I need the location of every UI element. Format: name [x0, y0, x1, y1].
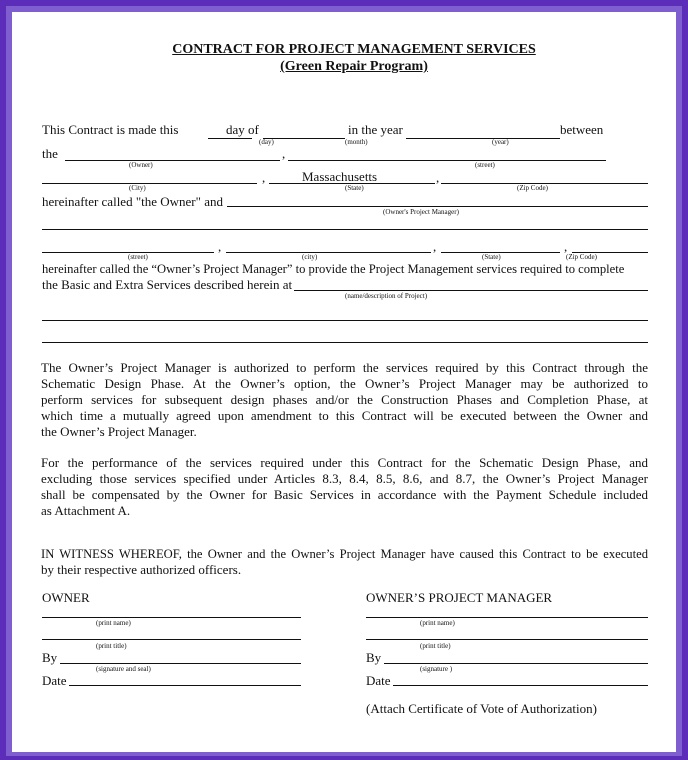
city-caption: (City)	[129, 184, 146, 192]
project-blank[interactable]	[294, 290, 648, 291]
pm-print-name-line[interactable]	[366, 617, 648, 618]
pm-signature-line[interactable]	[384, 663, 648, 664]
pm-caption: (Owner's Project Manager)	[383, 208, 459, 216]
paragraph-line: For the performance of the services required under this Contract for the Schematic Design Phase, and	[41, 455, 648, 470]
pm-street-caption: (street)	[128, 253, 148, 261]
pm-heading: OWNER’S PROJECT MANAGER	[366, 590, 553, 605]
comma: ,	[433, 239, 437, 254]
between-label: between	[560, 122, 604, 137]
witness-paragraph	[41, 546, 648, 578]
project-caption: (name/description of Project)	[345, 292, 428, 300]
owner-heading: OWNER	[42, 590, 90, 605]
paragraph-line: The Owner’s Project Manager is authorized to perform the services required by this Contract through the	[41, 360, 648, 375]
in-year-label: in the year	[348, 122, 403, 137]
owner-print-name-line[interactable]	[42, 617, 301, 618]
owner-caption: (Owner)	[129, 161, 153, 169]
pm-zip-caption: (Zip Code)	[566, 253, 597, 261]
owner-signature-line[interactable]	[60, 663, 301, 664]
month-caption: (month)	[345, 138, 368, 146]
project-blank-3[interactable]	[42, 342, 648, 343]
pm-name-blank[interactable]	[227, 206, 648, 207]
pm-print-name-caption: (print name)	[420, 619, 455, 627]
year-caption: (year)	[492, 138, 509, 146]
owner-date-label: Date	[42, 673, 67, 688]
paragraph-line: which time a mutually agreed upon amendment to this Contract will be executed between the Owner and	[41, 408, 648, 423]
pm-by-label: By	[366, 650, 382, 665]
day-caption: (day)	[259, 138, 274, 146]
compensation-paragraph	[41, 455, 648, 519]
zip-caption: (Zip Code)	[517, 184, 548, 192]
owner-blank[interactable]	[65, 160, 280, 161]
document-subtitle: (Green Repair Program)	[280, 59, 428, 74]
pm-date-label: Date	[366, 673, 391, 688]
paragraph-line: as Attachment A.	[41, 503, 131, 518]
owner-by-label: By	[42, 650, 58, 665]
pm-state-caption: (State)	[482, 253, 501, 261]
owner-date-line[interactable]	[69, 685, 301, 686]
owner-signature-caption: (signature and seal)	[96, 665, 151, 673]
paragraph-line: by their respective authorized officers.	[41, 562, 242, 577]
owner-print-title-caption: (print title)	[96, 642, 127, 650]
pm-date-line[interactable]	[393, 685, 648, 686]
owner-street-blank[interactable]	[288, 160, 606, 161]
project-blank-2[interactable]	[42, 320, 648, 321]
owner-print-title-line[interactable]	[42, 639, 301, 640]
pm-print-title-line[interactable]	[366, 639, 648, 640]
authorization-paragraph	[41, 360, 648, 440]
day-of-label: day of	[226, 122, 259, 137]
pm-city-caption: (city)	[302, 253, 318, 261]
pm-name-blank-2[interactable]	[42, 229, 648, 230]
document-page	[12, 12, 676, 752]
paragraph-line: shall be compensated by the Owner for Basic Services in accordance with the Payment Schedule included	[41, 487, 648, 502]
pm-signature-caption: (signature )	[420, 665, 453, 673]
paragraph-line: perform services for subsequent design phases and/or the Construction Phases and Completion Phase, at	[41, 392, 648, 407]
owner-print-name-caption: (print name)	[96, 619, 131, 627]
paragraph-line: Schematic Design Phase. At the Owner’s option, the Owner’s Project Manager may be authorized to	[41, 376, 648, 391]
comma: ,	[262, 170, 266, 185]
comma: ,	[564, 239, 568, 254]
paragraph-line: IN WITNESS WHEREOF, the Owner and the Owner’s Project Manager have caused this Contract to be executed	[41, 547, 648, 561]
paragraph-line: the Owner’s Project Manager.	[41, 424, 197, 439]
paragraph-line: excluding those services specified under Articles 8.3, 8.4, 8.5, 8.6, and 8.7, the Owner’s Project Manager	[41, 471, 648, 486]
document-title: CONTRACT FOR PROJECT MANAGEMENT SERVICES	[172, 42, 536, 57]
comma: ,	[282, 146, 286, 161]
day-blank[interactable]	[208, 138, 252, 139]
basic-extra-text: the Basic and Extra Services described herein at	[42, 277, 293, 292]
month-blank[interactable]	[263, 138, 345, 139]
comma: ,	[436, 170, 440, 185]
state-value: Massachusetts	[302, 169, 378, 184]
pm-print-title-caption: (print title)	[420, 642, 451, 650]
comma: ,	[218, 239, 222, 254]
contract-made-label: This Contract is made this	[42, 122, 179, 137]
hereinafter-owner-text: hereinafter called "the Owner" and	[42, 194, 223, 209]
state-caption: (State)	[345, 184, 364, 192]
pm-city-blank[interactable]	[226, 252, 431, 253]
owner-city-blank[interactable]	[42, 183, 257, 184]
attach-certificate-note: (Attach Certificate of Vote of Authorization)	[366, 701, 597, 716]
the-label: the	[42, 146, 58, 161]
street-caption: (street)	[475, 161, 495, 169]
year-blank[interactable]	[406, 138, 560, 139]
hereinafter-pm-text: hereinafter called the “Owner’s Project Manager” to provide the Project Management services required to complete	[42, 262, 625, 276]
